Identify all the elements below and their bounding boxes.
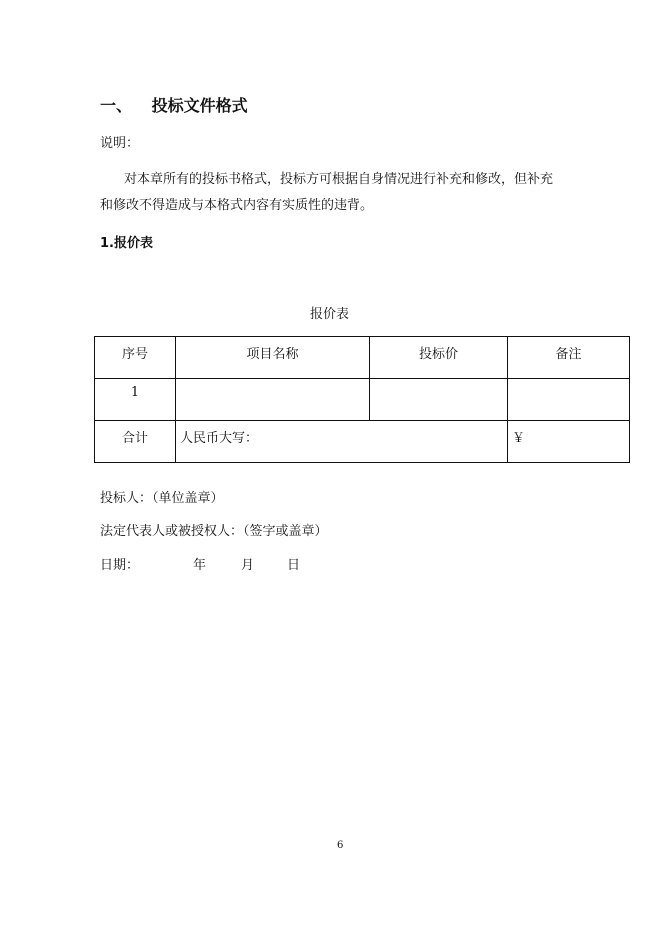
total-label: 合计 <box>95 421 176 463</box>
date-month: 月 <box>241 558 255 573</box>
page-number: 6 <box>337 840 344 851</box>
paragraph-line-1: 对本章所有的投标书格式，投标方可根据自身情况进行补充和修改，但补充 <box>124 172 554 187</box>
header-index: 序号 <box>95 337 176 379</box>
header-remarks: 备注 <box>508 337 630 379</box>
total-yen: ￥ <box>508 421 630 463</box>
table-caption: 报价表 <box>310 307 350 322</box>
row-index: 1 <box>95 379 176 421</box>
date-year: 年 <box>193 558 207 573</box>
paragraph-line-2: 和修改不得造成与本格式内容有实质性的违背。 <box>100 198 374 213</box>
heading-number: 一、 <box>100 96 133 115</box>
total-row <box>95 421 630 463</box>
table-row <box>95 379 630 421</box>
heading-title: 投标文件格式 <box>151 96 248 115</box>
total-rmb-uppercase: 人民币大写： <box>176 421 508 463</box>
quote-table <box>94 336 630 463</box>
section-title: 1.报价表 <box>100 236 153 251</box>
date-label: 日期： <box>100 558 140 573</box>
table-header-row <box>95 337 630 379</box>
section-heading <box>100 93 248 116</box>
representative-line: 法定代表人或被授权人：（签字或盖章） <box>100 524 328 539</box>
row-bid-price[interactable] <box>370 379 508 421</box>
note-label: 说明： <box>100 136 140 151</box>
header-project-name: 项目名称 <box>176 337 370 379</box>
row-project-name[interactable] <box>176 379 370 421</box>
header-bid-price: 投标价 <box>370 337 508 379</box>
row-remarks[interactable] <box>508 379 630 421</box>
date-day: 日 <box>287 558 301 573</box>
bidder-line: 投标人：（单位盖章） <box>100 491 224 506</box>
